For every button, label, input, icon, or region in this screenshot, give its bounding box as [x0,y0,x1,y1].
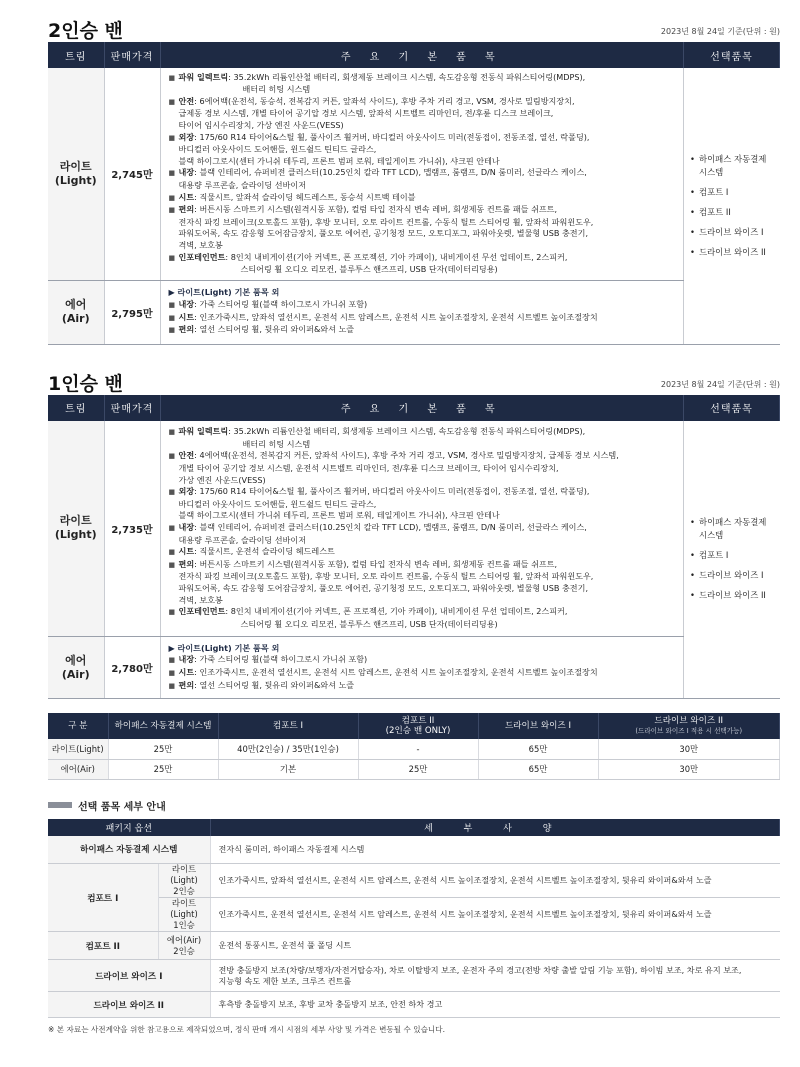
option-detail-table [48,819,780,1019]
dot-bullet-icon: • [690,517,695,528]
feature-category: 파워 일렉트릭 [178,426,229,437]
option-label: 하이패스 자동결제 시스템 [699,517,767,541]
feature-group [169,324,678,337]
package-desc: 인조가죽시트, 운전석 열선시트, 운전석 시트 암레스트, 운전석 시트 높이조절장치, 운전석 시트벨트 높이조절장치, 뒷유리 와이퍼&와셔 노즐 [210,898,780,932]
col-package: 패키지 옵션 [48,819,210,836]
feature-group [169,606,678,619]
table-row [48,960,780,992]
col-features: 주 요 기 본 품 목 [160,395,684,421]
feature-text: : 6에어백(운전석, 동승석, 전복감지 커튼, 앞좌석 사이드), 후방 주차 거리 경고, VSM, 경사로 밀림방지장치, [194,95,575,106]
feature-text: : 버튼시동 스마트키 시스템(원격시동 포함), 컬럼 타입 전자식 변속 레버, 회생제동 컨트롤 패들 쉬프트, [194,558,558,569]
feature-category: 시트 [178,191,195,202]
package-desc: 후측방 충돌방지 보조, 후방 교차 충돌방지 보조, 안전 하차 경고 [210,992,780,1018]
feature-group [169,312,678,325]
trim-price: 2,745만 [104,68,160,280]
table-cell: 40만(2인승) / 35만(1인승) [218,739,358,759]
table-cell: - [358,739,478,759]
feature-category: 안전 [178,450,195,461]
table-cell: 기본 [218,759,358,779]
square-bullet-icon: ■ [168,656,176,665]
van1-table-header [48,395,780,421]
trim-price: 2,795만 [104,280,160,344]
footnote: ※ 본 자료는 사전계약을 위한 참고용으로 제작되었으며, 정식 판매 개시 시점의 세부 사양 및 가격은 변동될 수 있습니다. [48,1025,445,1034]
sub-seats: 2인승 [173,886,195,896]
van2-row-lite [48,68,780,280]
feature-list [160,421,684,637]
dot-bullet-icon: • [690,246,695,257]
table-row [48,864,780,898]
square-bullet-icon: ■ [168,488,176,497]
col-dw2-label: 드라이브 와이즈 II [654,716,724,726]
square-bullet-icon: ■ [168,326,176,335]
dot-bullet-icon: • [690,226,695,237]
package-name: 드라이브 와이즈 I [48,960,210,992]
trim-price: 2,780만 [104,637,160,699]
trim-name-en: (Air) [61,312,90,325]
feature-text: : 열선 스티어링 휠, 뒷유리 와이퍼&와셔 노즐 [194,679,355,690]
row-header: 에어(Air) [48,759,108,779]
option-label: 컴포트 II [699,206,731,217]
sub-seats: 1인승 [173,920,195,930]
col-comfort2-sub: (2인승 밴 ONLY) [385,726,451,736]
detail-table-header [48,819,780,836]
feature-text: : 8인치 내비게이션(기아 커넥트, 폰 프로젝션, 기아 카페이), 내비게이션 무선 업데이트, 2스피커, [225,606,568,617]
option-item [690,186,774,199]
van1-header [48,345,780,395]
feature-category: 시트 [178,667,195,677]
feature-text: 바디컬러 아웃사이드 도어핸들, 윈드쉴드 틴티드 글라스, [178,498,377,509]
feature-group [169,559,678,572]
feature-text: 스티어링 휠 오디오 리모컨, 블루투스 핸즈프리, USB 단자(데이터리딩용) [240,264,498,275]
col-comfort2-label: 컴포트 II [401,716,435,726]
van2-title: 2인승 밴 [48,20,123,42]
square-bullet-icon: ■ [168,523,176,532]
option-label: 컴포트 I [699,550,729,561]
feature-text: : 8인치 내비게이션(기아 커넥트, 폰 프로젝션, 기아 카페이), 내비게이션 무선 업데이트, 2스피커, [225,251,568,262]
square-bullet-icon: ■ [168,560,176,569]
feature-text: : 버튼시동 스마트키 시스템(원격시동 포함), 컬럼 타입 전자식 변속 레버, 회생제동 컨트롤 패들 쉬프트, [194,204,558,215]
package-desc: 전자식 룸미러, 하이패스 자동결제 시스템 [210,836,780,864]
feature-text: 블랙 하이그로시(센터 가니쉬 테두리, 프론트 범퍼 로워, 테일게이트 가니쉬), 샤크핀 안테나 [178,155,500,166]
detail-title-text: 선택 품목 세부 안내 [78,801,166,813]
col-price: 판매가격 [104,395,160,421]
col-comfort1: 컴포트 I [218,713,358,739]
feature-group [169,667,678,680]
square-bullet-icon: ■ [168,608,176,617]
desc-line: 전방 충돌방지 보조(차량/보행자/자전거탑승자), 차로 이탈방지 보조, 운전자 주의 경고(전방 차량 출발 알림 기능 포함), 하이빔 보조, 차로 유지 보조, [218,964,742,975]
table-cell: 25만 [358,759,478,779]
feature-group [169,192,678,205]
col-division: 구 분 [48,713,108,739]
feature-list [160,637,684,699]
trim-name-ko: 라이트 [59,514,92,528]
feature-group [169,654,678,667]
square-bullet-icon: ■ [168,681,176,690]
col-dw2 [598,713,780,739]
feature-text: 바디컬러 아웃사이드 도어핸들, 윈드쉴드 틴티드 글라스, [178,144,377,155]
feature-text: 배터리 히팅 시스템 [242,438,311,449]
option-label: 컴포트 I [699,186,729,197]
detail-section-title [48,798,780,813]
col-trim: 트림 [48,42,104,68]
trim-name-ko: 에어 [65,653,87,667]
feature-category: 내장 [178,167,195,178]
feature-text: : 직물시트, 앞좌석 슬라이딩 헤드레스트, 동승석 시트백 테이블 [194,191,416,202]
dot-bullet-icon: • [690,590,695,601]
van2-trim-table [48,42,780,345]
feature-category: 시트 [178,546,195,557]
feature-text: 파워도어록, 속도 감응형 도어잠금장치, 풀오토 에어컨, 공기청정 모드, 오토디포그, 파워아웃렛, 별물형 USB 충전기, [178,582,589,593]
option-item [690,516,774,542]
sub-trim: 라이트(Light) [170,898,198,919]
package-desc: 운전석 통풍시트, 운전석 풀 폴딩 시트 [210,932,780,960]
feature-category: 안전 [178,95,195,106]
option-label: 드라이브 와이즈 II [699,590,766,601]
option-item [690,206,774,219]
van1-date: 2023년 8월 24일 기준(단위 : 원) [660,379,780,389]
feature-group [169,450,678,463]
table-cell: 65만 [478,739,598,759]
feature-text: : 블랙 인테리어, 슈퍼비전 클러스터(10.25인치 칼라 TFT LCD), 맵램프, 룸램프, D/N 룸미러, 선글라스 케이스, [194,167,587,178]
sub-trim: 라이트(Light) [170,864,198,885]
option-item [690,153,774,179]
col-dw1: 드라이브 와이즈 I [478,713,598,739]
feature-text: 대용량 루프콘솔, 슬라이딩 선바이저 [178,534,307,545]
feature-category: 내장 [178,298,195,309]
trim-name-en: (Light) [54,528,97,542]
trim-name [48,637,104,699]
sub-trim: 에어(Air) [166,934,202,945]
feature-category: 편의 [178,558,195,569]
feature-text: 개별 타이어 공기압 경보 시스템, 운전석 시트벨트 리마인더, 전/후륜 디스크 브레이크, 타이어 임시수리장치, [178,462,559,473]
van1-title: 1인승 밴 [48,372,123,395]
square-bullet-icon: ■ [168,97,176,106]
col-trim: 트림 [48,395,104,421]
feature-group [169,546,678,559]
col-features: 주 요 기 본 품 목 [160,42,684,68]
col-spec: 세 부 사 양 [210,819,780,836]
feature-group [169,252,678,265]
trim-name-ko: 에어 [65,298,87,311]
feature-text: 블랙 하이그로시(센터 가니쉬 테두리, 프론트 범퍼 로워, 테일게이트 가니쉬), 샤크핀 안테나 [178,510,500,521]
square-bullet-icon: ■ [168,253,176,262]
square-bullet-icon: ■ [168,428,176,437]
table-row [48,739,780,759]
option-item [690,549,774,562]
van1-row-lite [48,421,780,637]
package-sub [158,864,210,898]
feature-group [169,132,678,145]
table-row [48,759,780,779]
feature-category: 인포테인먼트 [178,251,226,262]
square-bullet-icon: ■ [168,169,176,178]
feature-group [169,486,678,499]
option-item [690,226,774,239]
option-label: 하이패스 자동결제 시스템 [699,153,767,177]
square-bullet-icon: ■ [168,452,176,461]
feature-text: : 열선 스티어링 휠, 뒷유리 와이퍼&와셔 노즐 [194,324,355,335]
table-row [48,992,780,1018]
sub-seats: 2인승 [173,945,195,956]
table-row [48,932,780,960]
trim-price: 2,735만 [104,421,160,637]
package-sub [158,898,210,932]
square-bullet-icon: ■ [168,313,176,322]
square-bullet-icon: ■ [168,548,176,557]
feature-text: 스티어링 휠 오디오 리모컨, 블루투스 핸즈프리, USB 단자(데이터리딩용) [240,618,498,629]
trim-name [48,68,104,280]
feature-group [169,167,678,180]
feature-text: : 가죽 스티어링 휠(블랙 하이그로시 가니쉬 포함) [194,654,368,665]
feature-text: : 가죽 스티어링 휠(블랙 하이그로시 가니쉬 포함) [194,298,368,309]
table-cell: 30만 [598,739,780,759]
feature-group [169,522,678,535]
row-header: 라이트(Light) [48,739,108,759]
trim-name-en: (Light) [54,173,97,187]
feature-text: 가상 엔진 사운드(VESS) [178,474,266,485]
feature-category: 편의 [178,679,195,690]
feature-text: : 인조가죽시트, 앞좌석 열선시트, 운전석 시트 암레스트, 운전석 시트 높이조절장치, 운전석 시트벨트 높이조절장치 [194,311,598,322]
feature-group [169,96,678,109]
feature-text: 타이어 임시수리장치, 가상 엔진 사운드(VESS) [178,120,344,131]
feature-list [160,280,684,344]
feature-text: 전자식 파킹 브레이크(오토홀드 포함), 후방 모니터, 오토 라이트 컨트롤, 수동식 틸트 스티어링 휠, 앞좌석 파워윈도우, [178,216,594,227]
col-comfort2 [358,713,478,739]
col-options: 선택품목 [684,395,780,421]
feature-text: 대용량 루프콘솔, 슬라이딩 선바이저 [178,180,307,191]
option-label: 드라이브 와이즈 I [699,226,764,237]
square-bullet-icon: ■ [168,193,176,202]
section-bar-icon [48,802,72,808]
dot-bullet-icon: • [690,186,695,197]
van2-row-air [48,280,780,344]
col-hipass: 하이패스 자동결제 시스템 [108,713,218,739]
feature-text: : 직물시트, 운전석 슬라이딩 헤드레스트 [194,546,335,557]
feature-text: 격벽, 보호봉 [178,594,223,605]
trim-name-ko: 라이트 [59,159,92,173]
feature-text: : 블랙 인테리어, 슈퍼비전 클러스터(10.25인치 칼라 TFT LCD), 맵램프, 룸램프, D/N 룸미러, 선글라스 케이스, [194,521,587,532]
feature-text: : 175/60 R14 타이어&스틸 휠, 풀사이즈 휠커버, 바디컬러 아웃사이드 미러(전동접이, 전동조절, 열선, 락폴딩), [194,131,590,142]
package-sub [158,932,210,960]
square-bullet-icon: ■ [168,206,176,215]
trim-name-en: (Air) [61,667,90,681]
feature-category: 편의 [178,324,195,335]
feature-category: 외장 [178,131,195,142]
square-bullet-icon: ■ [168,300,176,309]
van2-table-header [48,42,780,68]
feature-category: 외장 [178,486,195,497]
van2-header [48,0,780,42]
feature-category: 파워 일렉트릭 [178,71,229,82]
dot-bullet-icon: • [690,550,695,561]
feature-category: 인포테인먼트 [178,606,226,617]
col-options: 선택품목 [684,42,780,68]
feature-group [169,299,678,312]
option-label: 드라이브 와이즈 I [699,570,764,581]
van2-date: 2023년 8월 24일 기준(단위 : 원) [660,27,780,36]
package-name: 드라이브 와이즈 II [48,992,210,1018]
feature-group [169,680,678,693]
feature-text: : 4에어백(운전석, 전복감지 커튼, 앞좌석 사이드), 후방 주차 거리 경고, VSM, 경사로 밀림방지장치, 급제동 경보 시스템, [194,450,619,461]
table-cell: 30만 [598,759,780,779]
package-name: 컴포트 II [48,932,158,960]
price-table-header [48,713,780,739]
col-price: 판매가격 [104,42,160,68]
option-price-table [48,713,780,780]
van1-option-list [684,421,780,699]
feature-text: 급제동 경보 시스템, 개별 타이어 공기압 경보 시스템, 앞좌석 시트벨트 리마인더, 전/후륜 디스크 브레이크, [178,108,554,119]
feature-list [160,68,684,280]
dot-bullet-icon: • [690,206,695,217]
feature-text: : 인조가죽시트, 운전석 열선시트, 운전석 시트 암레스트, 운전석 시트 높이조절장치, 운전석 시트벨트 높이조절장치 [194,667,598,677]
van1-row-air [48,637,780,699]
square-bullet-icon: ■ [168,133,176,142]
table-cell: 25만 [108,759,218,779]
square-bullet-icon: ■ [168,73,176,82]
feature-group [169,204,678,217]
van2-option-list [684,68,780,344]
feature-group [169,72,678,85]
option-label: 드라이브 와이즈 II [699,246,766,257]
feature-category: 내장 [178,654,195,665]
feature-group [169,426,678,439]
option-item [690,589,774,602]
col-dw2-sub: (드라이브 와이즈 I 적용 시 선택가능) [635,727,743,735]
dot-bullet-icon: • [690,570,695,581]
package-name: 하이패스 자동결제 시스템 [48,836,210,864]
trim-name [48,280,104,344]
feature-text: : 175/60 R14 타이어&스틸 휠, 풀사이즈 휠커버, 바디컬러 아웃사이드 미러(전동접이, 전동조절, 열선, 락폴딩), [194,486,590,497]
feature-text: 파워도어록, 속도 감응형 도어잠금장치, 풀오토 에어컨, 공기청정 모드, 오토디포그, 파워아웃렛, 별물형 USB 충전기, [178,228,589,239]
trim-name [48,421,104,637]
feature-text: 배터리 히팅 시스템 [242,84,311,95]
feature-category: 시트 [178,311,195,322]
feature-text: : 35.2kWh 리튬인산철 배터리, 회생제동 브레이크 시스템, 속도감응형 전동식 파워스티어링(MDPS), [228,71,586,82]
base-features-note: ▶ 라이트(Light) 기본 품목 외 [168,642,280,653]
option-item [690,569,774,582]
base-features-note: ▶ 라이트(Light) 기본 품목 외 [168,287,280,298]
feature-category: 내장 [178,521,195,532]
table-row [48,898,780,932]
package-name: 컴포트 I [48,864,158,932]
square-bullet-icon: ■ [168,669,176,677]
feature-text: 격벽, 보호봉 [178,240,223,251]
feature-text: : 35.2kWh 리튬인산철 배터리, 회생제동 브레이크 시스템, 속도감응형 전동식 파워스티어링(MDPS), [228,426,586,437]
table-cell: 65만 [478,759,598,779]
feature-text: 전자식 파킹 브레이크(오토홀드 포함), 후방 모니터, 오토 라이트 컨트롤, 수동식 틸트 스티어링 휠, 앞좌석 파워윈도우, [178,571,594,582]
option-item [690,246,774,259]
van1-trim-table [48,395,780,700]
package-desc [210,960,780,992]
dot-bullet-icon: • [690,153,695,164]
desc-line: 지능형 속도 제한 보조, 크루즈 컨트롤 [218,975,352,986]
table-row [48,836,780,864]
feature-category: 편의 [178,204,195,215]
package-desc: 인조가죽시트, 앞좌석 열선시트, 운전석 시트 암레스트, 운전석 시트 높이조절장치, 운전석 시트벨트 높이조절장치, 뒷유리 와이퍼&와셔 노즐 [210,864,780,898]
table-cell: 25만 [108,739,218,759]
